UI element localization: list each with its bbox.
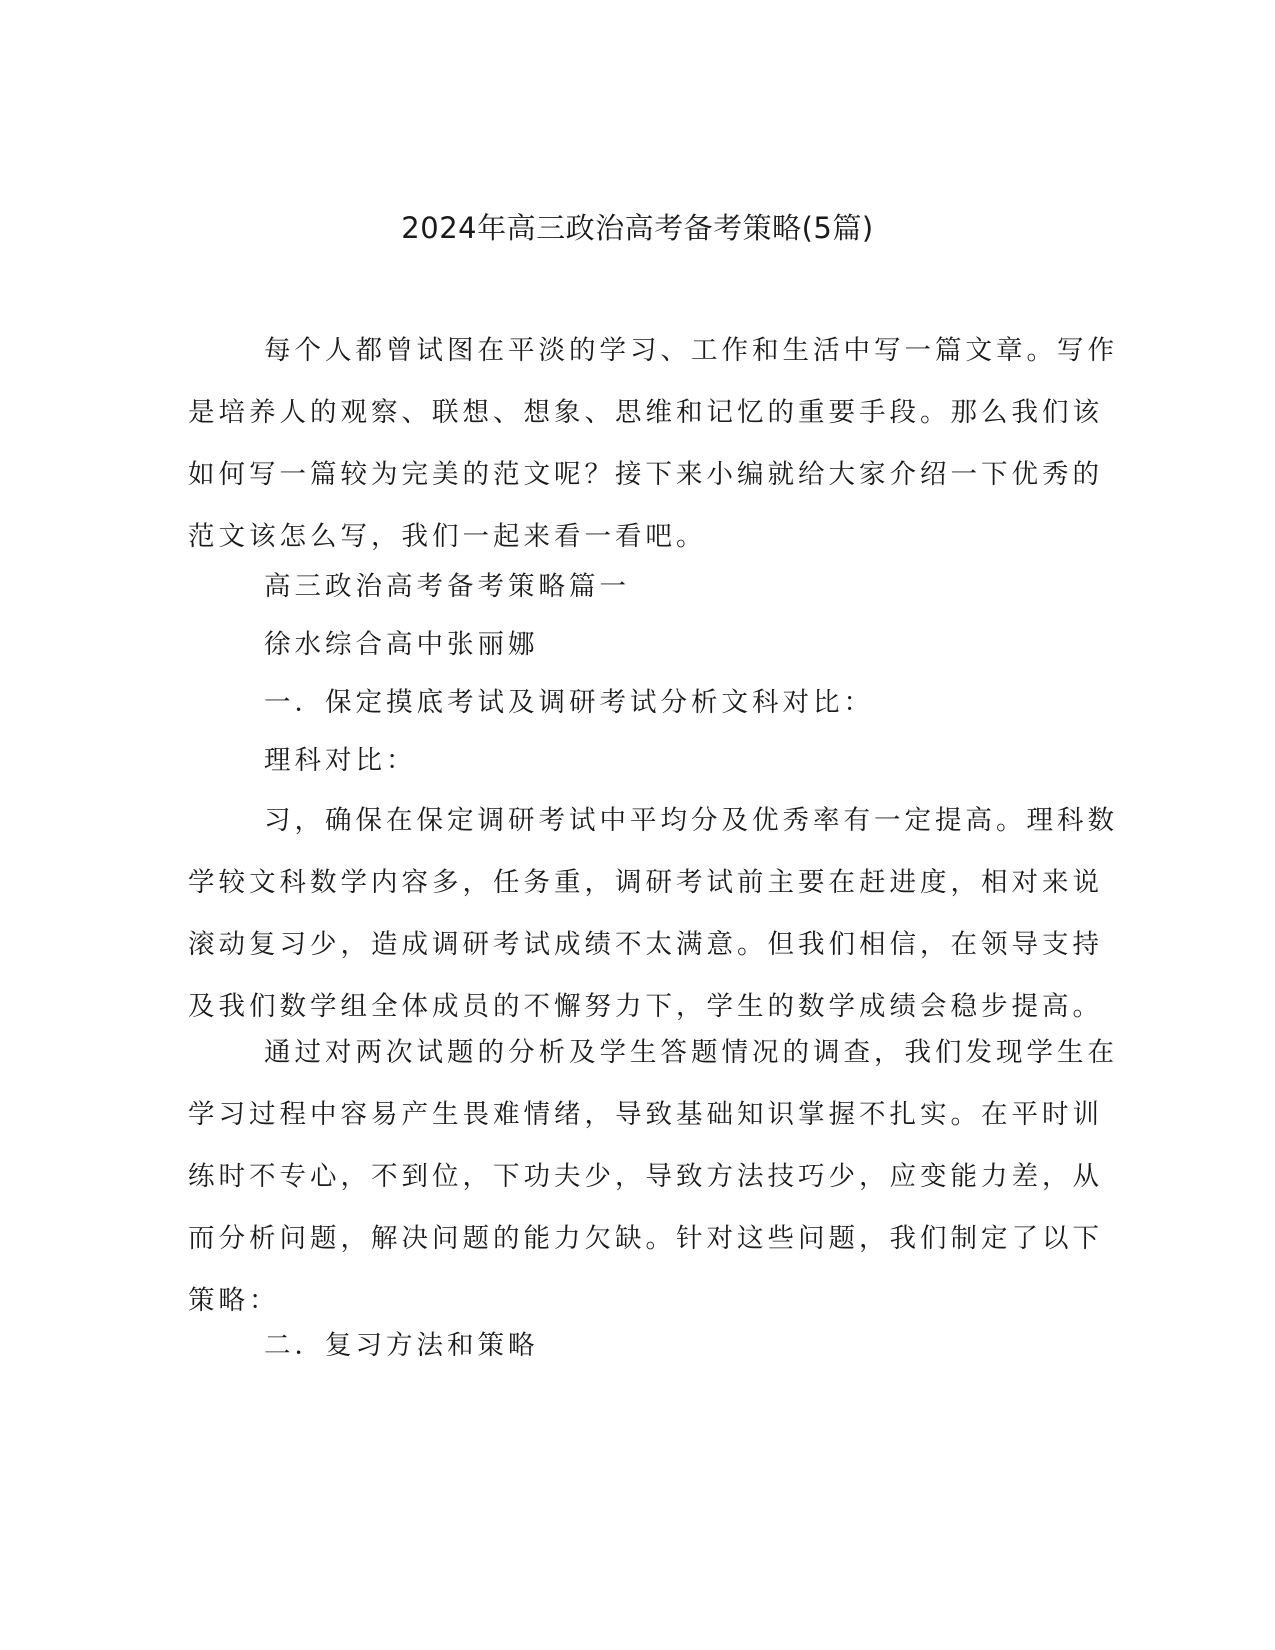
paragraph-line: 学习过程中容易产生畏难情绪，导致基础知识掌握不扎实。在平时训 [188, 1099, 1103, 1130]
intro-line: 范文该怎么写，我们一起来看一看吧。 [188, 521, 707, 552]
paragraph-line: 练时不专心，不到位，下功夫少，导致方法技巧少，应变能力差，从 [188, 1161, 1103, 1192]
paragraph-two [188, 790, 1118, 1038]
intro-paragraph [188, 320, 1118, 568]
paragraph-line: 通过对两次试题的分析及学生答题情况的调查，我们发现学生在 [264, 1037, 1118, 1068]
science-compare-block [188, 730, 1068, 792]
intro-line: 每个人都曾试图在平淡的学习、工作和生活中写一篇文章。写作 [264, 335, 1118, 366]
paragraph-three [188, 1022, 1118, 1332]
paragraph-line: 及我们数学组全体成员的不懈努力下，学生的数学成绩会稳步提高。 [188, 991, 1103, 1022]
document-title: 2024年高三政治高考备考策略(5篇) [401, 211, 874, 245]
heading-two-block [188, 1315, 1068, 1377]
paragraph-line: 滚动复习少，造成调研考试成绩不太满意。但我们相信，在领导支持 [188, 929, 1103, 960]
author-block [188, 614, 1068, 676]
heading-one-block [188, 672, 1068, 734]
paragraph-line: 策略： [188, 1285, 280, 1316]
heading-one: 一．保定摸底考试及调研考试分析文科对比： [264, 687, 874, 718]
section-heading: 高三政治高考备考策略篇一 [264, 571, 630, 602]
paragraph-line: 习，确保在保定调研考试中平均分及优秀率有一定提高。理科数 [264, 805, 1118, 836]
science-compare: 理科对比： [264, 745, 417, 776]
section-heading-block [188, 556, 1068, 618]
heading-two: 二．复习方法和策略 [264, 1330, 539, 1361]
paragraph-line: 学较文科数学内容多，任务重，调研考试前主要在赶进度，相对来说 [188, 867, 1103, 898]
author-line: 徐水综合高中张丽娜 [264, 629, 539, 660]
intro-line: 如何写一篇较为完美的范文呢？接下来小编就给大家介绍一下优秀的 [188, 459, 1103, 490]
intro-line: 是培养人的观察、联想、想象、思维和记忆的重要手段。那么我们该 [188, 397, 1103, 428]
paragraph-line: 而分析问题，解决问题的能力欠缺。针对这些问题，我们制定了以下 [188, 1223, 1103, 1254]
